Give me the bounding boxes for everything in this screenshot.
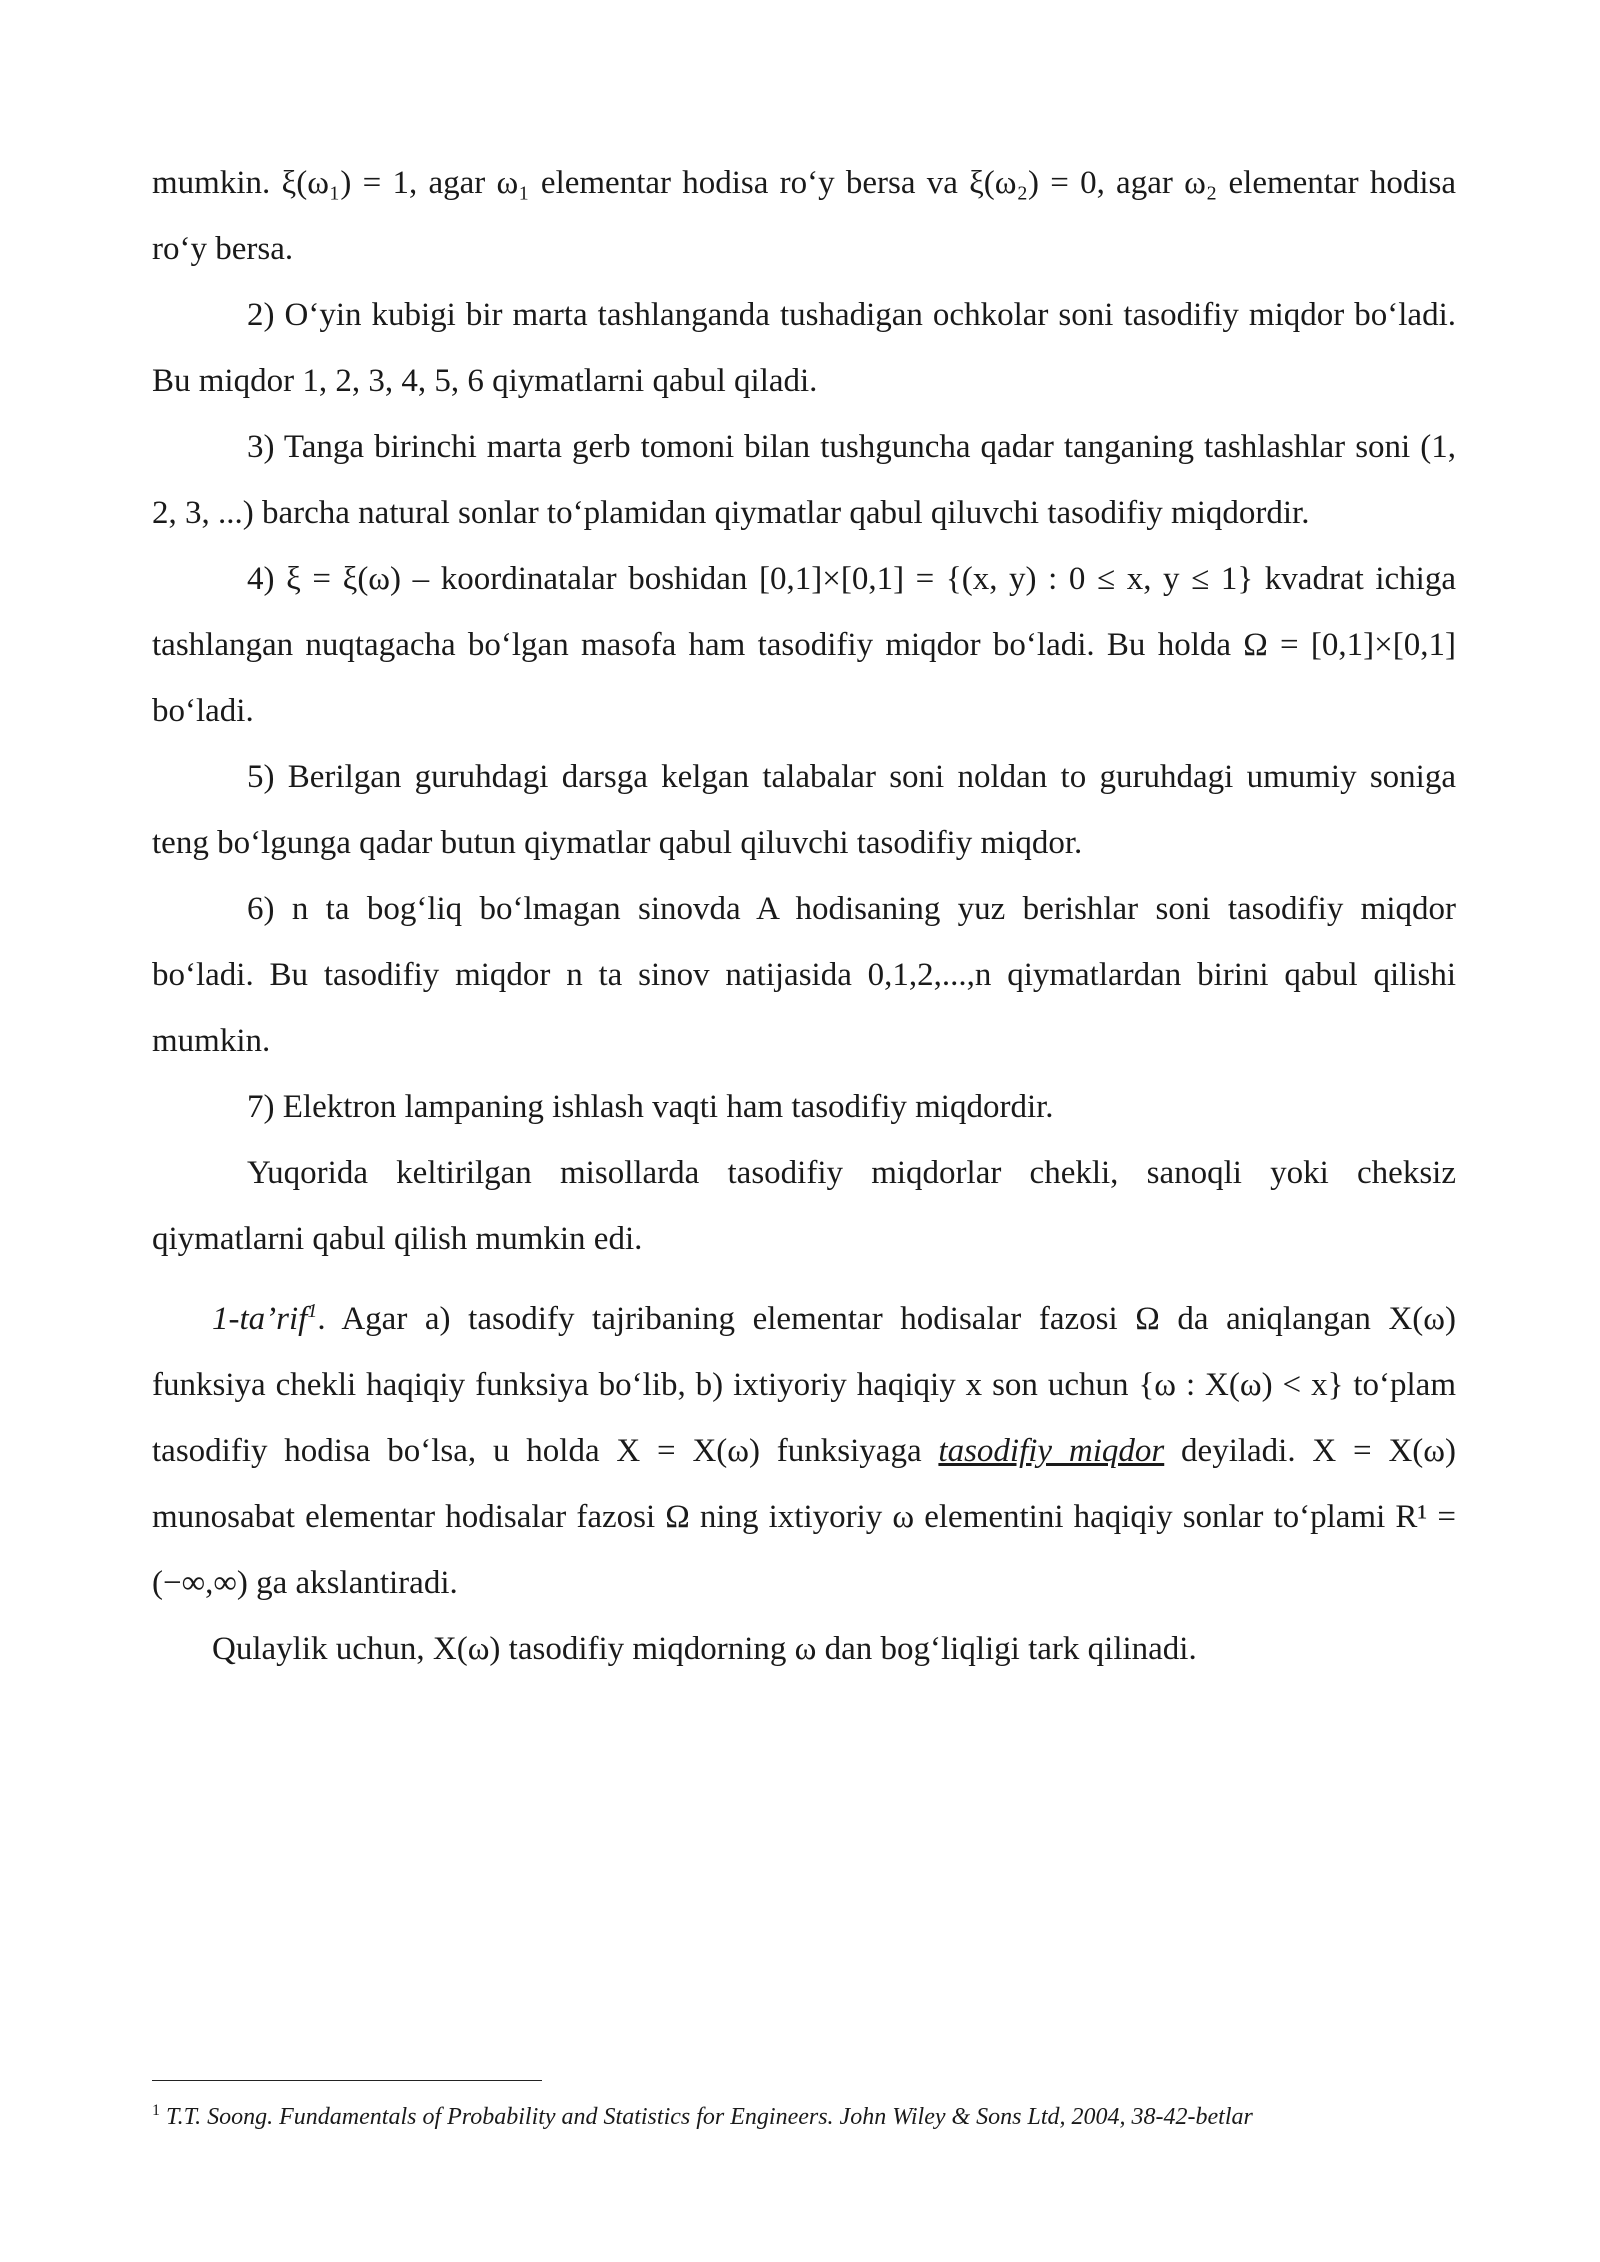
document-body xyxy=(152,150,1456,1682)
footnote-separator xyxy=(152,2080,542,2081)
paragraph-example-5: 5) Berilgan guruhdagi darsga kelgan talabalar soni noldan to guruhdagi umumiy soniga teng bo‘lgunga qadar butun qiymatlar qabul qiluvchi tasodifiy miqdor. xyxy=(152,759,1456,861)
footnote-text: T.T. Soong. Fundamentals of Probability and Statistics for Engineers. John Wiley & Sons Ltd, 2004, 38-42-betlar xyxy=(166,2104,1253,2130)
defined-term: tasodifiy miqdor xyxy=(938,1433,1165,1469)
paragraph-example-2: 2) O‘yin kubigi bir marta tashlanganda tushadigan ochkolar soni tasodifiy miqdor bo‘ladi. Bu miqdor 1, 2, 3, 4, 5, 6 qiymatlarni qabul qiladi. xyxy=(152,297,1456,399)
paragraph-example-4: 4) ξ = ξ(ω) – koordinatalar boshidan [0,1]×[0,1] = {(x, y) : 0 ≤ x, y ≤ 1} kvadrat ichiga tashlangan nuqtagacha bo‘lgan masofa ham tasodifiy miqdor bo‘ladi. Bu holda Ω = [0,1]×[0,1] bo‘ladi. xyxy=(152,561,1456,729)
footnote-reference: 1 xyxy=(307,1300,318,1322)
definition-text-b: deyiladi. X = X(ω) munosabat elementar hodisalar fazosi Ω ning ixtiyoriy ω elementini haqiqiy sonlar to‘plami R¹ = (−∞,∞) ga akslantiradi. xyxy=(152,1433,1456,1601)
footnote-mark: 1 xyxy=(152,2102,160,2119)
paragraph-definition xyxy=(152,1286,1456,1616)
definition-text-a: . Agar a) tasodify tajribaning elementar hodisalar fazosi Ω da aniqlangan X(ω) funksiya chekli haqiqiy funksiya bo‘lib, b) ixtiyoriy haqiqiy x son uchun {ω : X(ω) < x} to‘plam tasodifiy hodisa bo‘lsa, u holda X = X(ω) funksiyaga xyxy=(152,1301,1456,1469)
paragraph-summary: Yuqorida keltirilgan misollarda tasodifiy miqdorlar chekli, sanoqli yoki cheksiz qiymatlarni qabul qilish mumkin edi. xyxy=(152,1155,1456,1257)
paragraph-example-7: 7) Elektron lampaning ishlash vaqti ham tasodifiy miqdordir. xyxy=(247,1089,1054,1125)
definition-label: 1-ta’rif xyxy=(212,1301,308,1337)
paragraph-convenience-note: Qulaylik uchun, X(ω) tasodifiy miqdorning ω dan bog‘liqligi tark qilinadi. xyxy=(212,1631,1197,1667)
paragraph-continuation: mumkin. ξ(ω₁) = 1, agar ω₁ elementar hodisa ro‘y bersa va ξ(ω₂) = 0, agar ω₂ elementar hodisa ro‘y bersa. xyxy=(152,165,1456,267)
paragraph-example-3: 3) Tanga birinchi marta gerb tomoni bilan tushguncha qadar tanganing tashlashlar soni (1, 2, 3, ...) barcha natural sonlar to‘plamidan qiymatlar qabul qiluvchi tasodifiy miqdordir. xyxy=(152,429,1456,531)
footnote xyxy=(152,2095,1502,2133)
paragraph-example-6: 6) n ta bog‘liq bo‘lmagan sinovda A hodisaning yuz berishlar soni tasodifiy miqdor bo‘ladi. Bu tasodifiy miqdor n ta sinov natijasida 0,1,2,...,n qiymatlardan birini qabul qilishi mumkin. xyxy=(152,891,1456,1059)
